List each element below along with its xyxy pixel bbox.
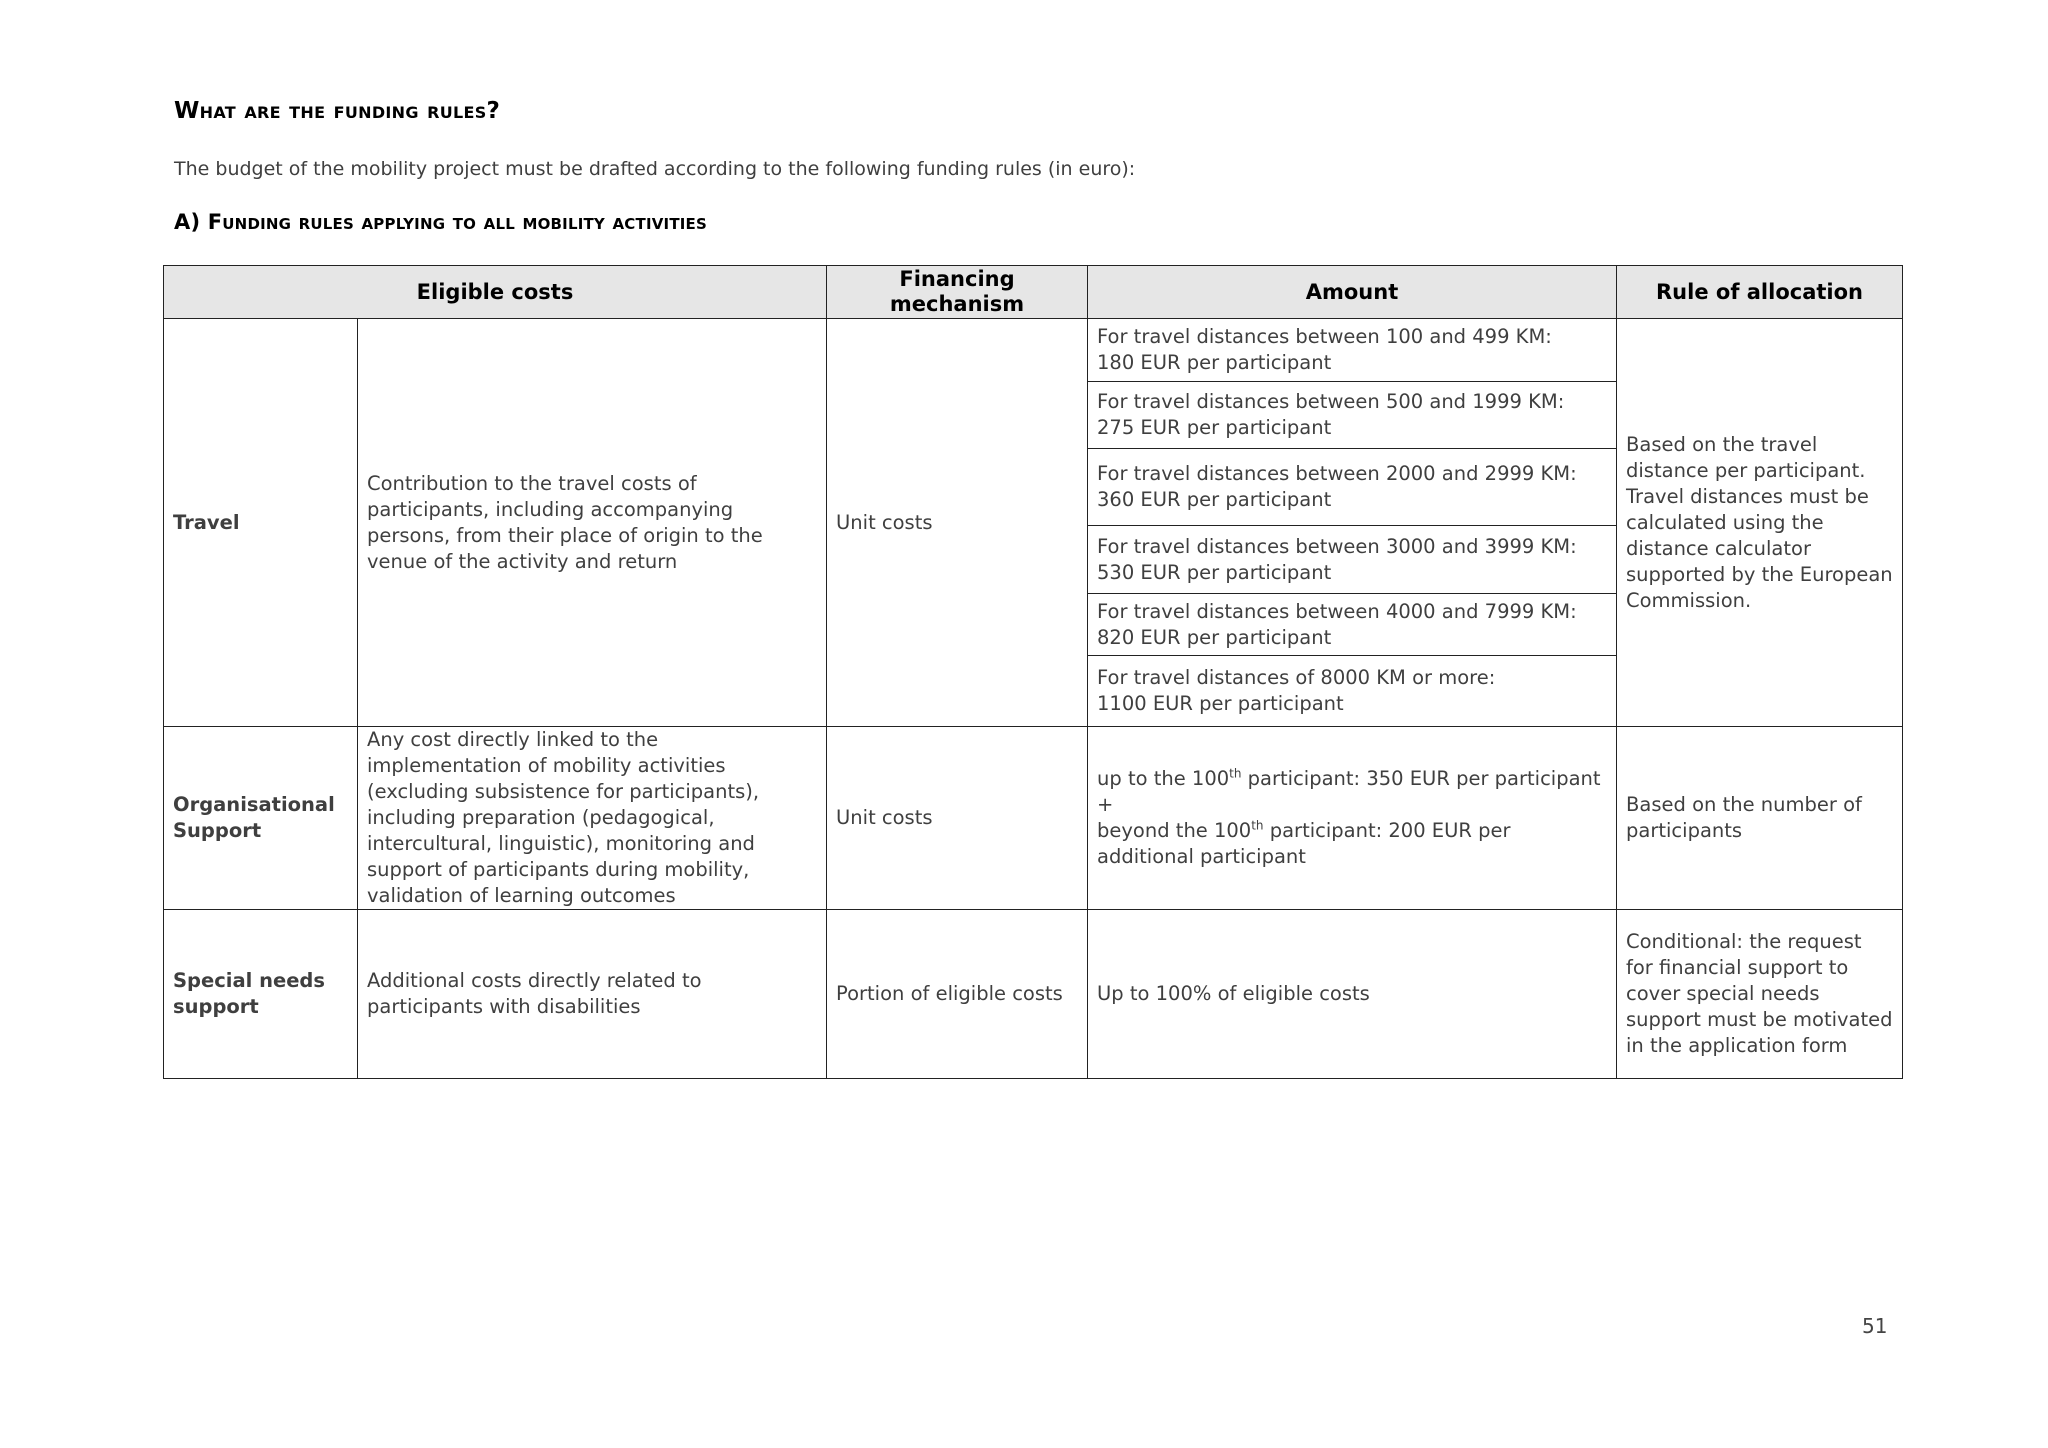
travel-band — [1088, 382, 1617, 449]
travel-category: Travel — [164, 319, 358, 727]
special-needs-category: Special needs support — [164, 910, 358, 1079]
travel-band-amount: 180 EUR per participant — [1097, 351, 1332, 374]
travel-rule: Based on the travel distance per participant. Travel distances must be calculated using the distance calculator supported by the European Commission. — [1617, 319, 1903, 727]
organisational-mechanism: Unit costs — [827, 727, 1088, 910]
travel-band — [1088, 319, 1617, 382]
travel-mechanism: Unit costs — [827, 319, 1088, 727]
amount-text: beyond the 100 — [1097, 819, 1252, 842]
amount-text: participant: 350 EUR per participant — [1241, 767, 1601, 790]
amount-text: participant: 200 EUR per additional participant — [1097, 819, 1511, 868]
special-needs-amount: Up to 100% of eligible costs — [1088, 910, 1617, 1079]
funding-rules-table — [163, 265, 1903, 1079]
header-financing-mechanism: Financing mechanism — [827, 266, 1088, 319]
travel-band-amount: 275 EUR per participant — [1097, 416, 1332, 439]
table-header-row — [164, 266, 1903, 319]
special-needs-rule: Conditional: the request for financial support to cover special needs support must be motivated in the application form — [1617, 910, 1903, 1079]
travel-band-distance: For travel distances between 500 and 1999 KM: — [1097, 390, 1565, 413]
header-eligible-costs: Eligible costs — [164, 266, 827, 319]
travel-band-distance: For travel distances between 4000 and 7999 KM: — [1097, 599, 1577, 623]
travel-band — [1088, 594, 1617, 656]
travel-band — [1088, 449, 1617, 526]
travel-band-amount: 360 EUR per participant — [1097, 488, 1332, 511]
travel-band-distance: For travel distances between 100 and 499 KM: — [1097, 325, 1552, 348]
travel-band-amount: 1100 EUR per participant — [1097, 692, 1344, 715]
organisational-category: Organisational Support — [164, 727, 358, 910]
table-row — [164, 727, 1903, 910]
travel-band-distance: For travel distances between 3000 and 3999 KM: — [1097, 534, 1577, 558]
organisational-amount — [1088, 727, 1617, 910]
special-needs-mechanism: Portion of eligible costs — [827, 910, 1088, 1079]
intro-paragraph: The budget of the mobility project must be drafted according to the following funding rules (in euro): — [174, 158, 1136, 180]
header-rule-of-allocation: Rule of allocation — [1617, 266, 1903, 319]
amount-text: up to the 100 — [1097, 767, 1230, 790]
travel-band — [1088, 656, 1617, 727]
section-heading: A) Funding rules applying to all mobility activities — [174, 210, 707, 234]
travel-band-distance: For travel distances of 8000 KM or more: — [1097, 666, 1496, 689]
travel-band — [1088, 526, 1617, 594]
organisational-rule: Based on the number of participants — [1617, 727, 1903, 910]
page-heading: What are the funding rules? — [174, 98, 501, 124]
special-needs-description: Additional costs directly related to participants with disabilities — [358, 910, 827, 1079]
table-row — [164, 319, 1903, 382]
travel-band-amount: 820 EUR per participant — [1097, 625, 1332, 649]
travel-band-distance: For travel distances between 2000 and 2999 KM: — [1097, 462, 1577, 485]
ordinal-suffix: th — [1251, 818, 1264, 833]
travel-description: Contribution to the travel costs of participants, including accompanying persons, from their place of origin to the venue of the activity and return — [358, 319, 827, 727]
travel-band-amount: 530 EUR per participant — [1097, 560, 1332, 584]
table-row — [164, 910, 1903, 1079]
plus-sign: + — [1097, 793, 1114, 816]
ordinal-suffix: th — [1229, 766, 1242, 781]
header-amount: Amount — [1088, 266, 1617, 319]
organisational-description: Any cost directly linked to the implementation of mobility activities (excluding subsistence for participants), including preparation (pedagogical, intercultural, linguistic), monitoring and support of participants during mobility, validation of learning outcomes — [358, 727, 827, 910]
page-number: 51 — [1862, 1314, 1888, 1338]
